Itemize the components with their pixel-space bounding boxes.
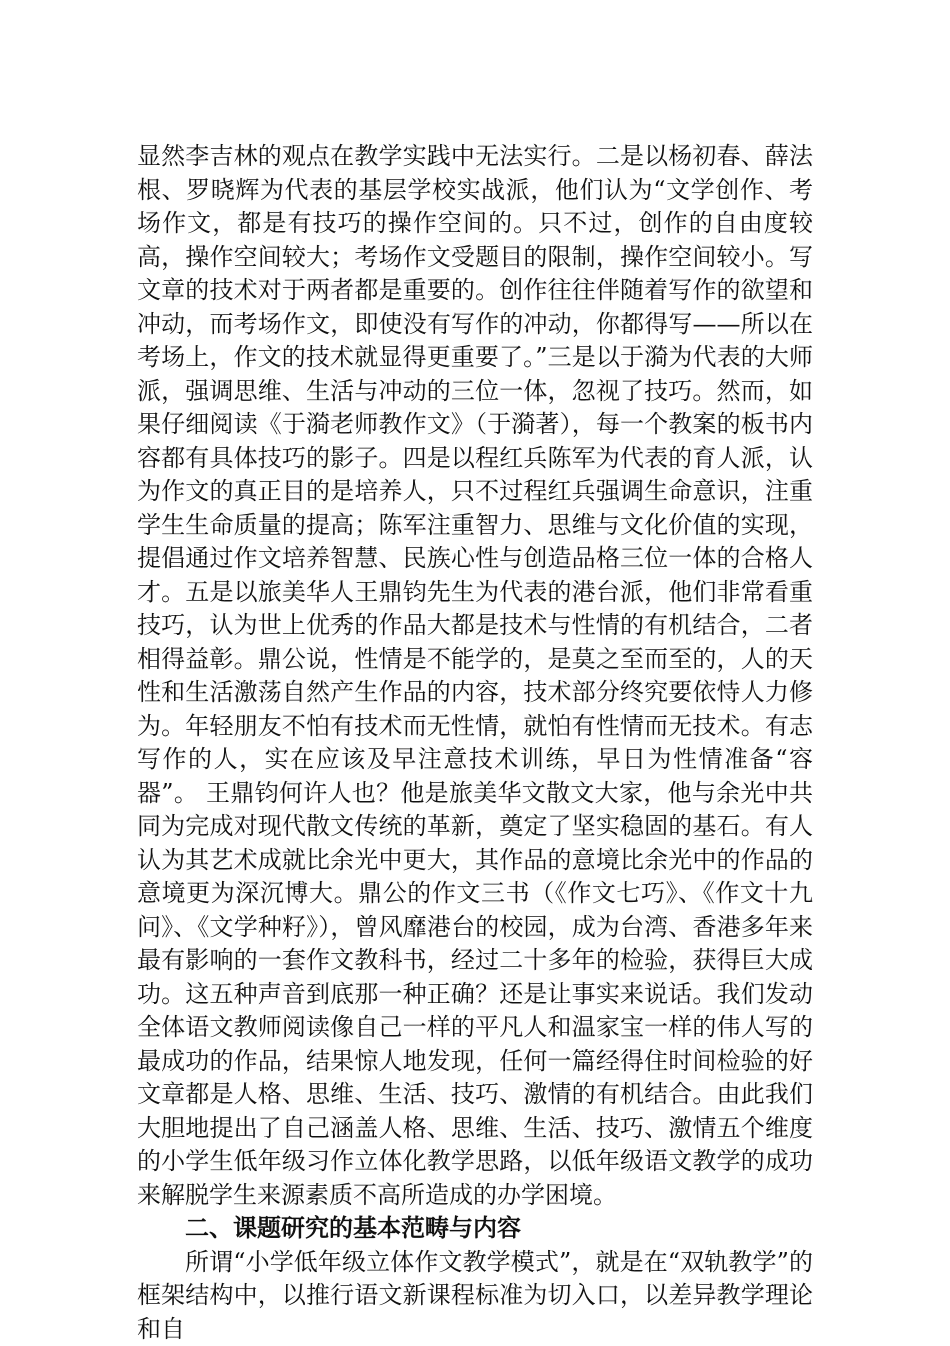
body-paragraph: 显然李吉林的观点在教学实践中无法实行。二是以杨初春、薛法根、罗晓辉为代表的基层学校实战派，他们认为“文学创作、考场作文，都是有技巧的操作空间的。只不过，创作的自由度较高，操作空间较大；考场作文受题目的限制，操作空间较小。写文章的技术对于两者都是重要的。创作往往伴随着写作的欲望和冲动，而考场作文，即使没有写作的冲动，你都得写——所以在考场上，作文的技术就显得更重要了。”三是以于漪为代表的大师派，强调思维、生活与冲动的三位一体，忽视了技巧。然而，如果仔细阅读《于漪老师教作文》（于漪著），每一个教案的板书内容都有具体技巧的影子。四是以程红兵陈军为代表的育人派，认为作文的真正目的是培养人，只不过程红兵强调生命意识，注重学生生命质量的提高；陈军注重智力、思维与文化价值的实现，提倡通过作文培养智慧、民族心性与创造品格三位一体的合格人才。五是以旅美华人王鼎钧先生为代表的港台派，他们非常看重技巧，认为世上优秀的作品大都是技术与性情的有机结合，二者相得益彰。鼎公说，性情是不能学的，是莫之至而至的，人的天性和生活激荡自然产生作品的内容，技术部分终究要依恃人力修为。年轻朋友不怕有技术而无性情，就怕有性情而无技术。有志写作的人，实在应该及早注意技术训练，早日为性情准备“容器”。 王鼎钧何许人也？他是旅美华文散文大家，他与余光中共同为完成对现代散文传统的革新，奠定了坚实稳固的基石。有人认为其艺术成就比余光中更大，其作品的意境比余光中的作品的意境更为深沉博大。鼎公的作文三书（《作文七巧》、《作文十九问》、《文学种籽》），曾风靡港台的校园，成为台湾、香港多年来最有影响的一套作文教科书，经过二十多年的检验，获得巨大成功。这五种声音到底那一种正确？还是让事实来说话。我们发动全体语文教师阅读像自己一样的平凡人和温家宝一样的伟人写的最成功的作品，结果惊人地发现，任何一篇经得住时间检验的好文章都是人格、思维、生活、技巧、激情的有机结合。由此我们大胆地提出了自己涵盖人格、思维、生活、技巧、激情五个维度的小学生低年级习作立体化教学思路，以低年级语文教学的成功来解脱学生来源素质不高所造成的办学困境。 bbox=[137, 140, 813, 1212]
section-heading: 二、课题研究的基本范畴与内容 bbox=[137, 1212, 813, 1246]
body-paragraph: 所谓“小学低年级立体作文教学模式”，就是在“双轨教学”的框架结构中，以推行语文新课程标准为切入口，以差异教学理论和自 bbox=[137, 1246, 813, 1346]
document-body bbox=[137, 140, 813, 1346]
